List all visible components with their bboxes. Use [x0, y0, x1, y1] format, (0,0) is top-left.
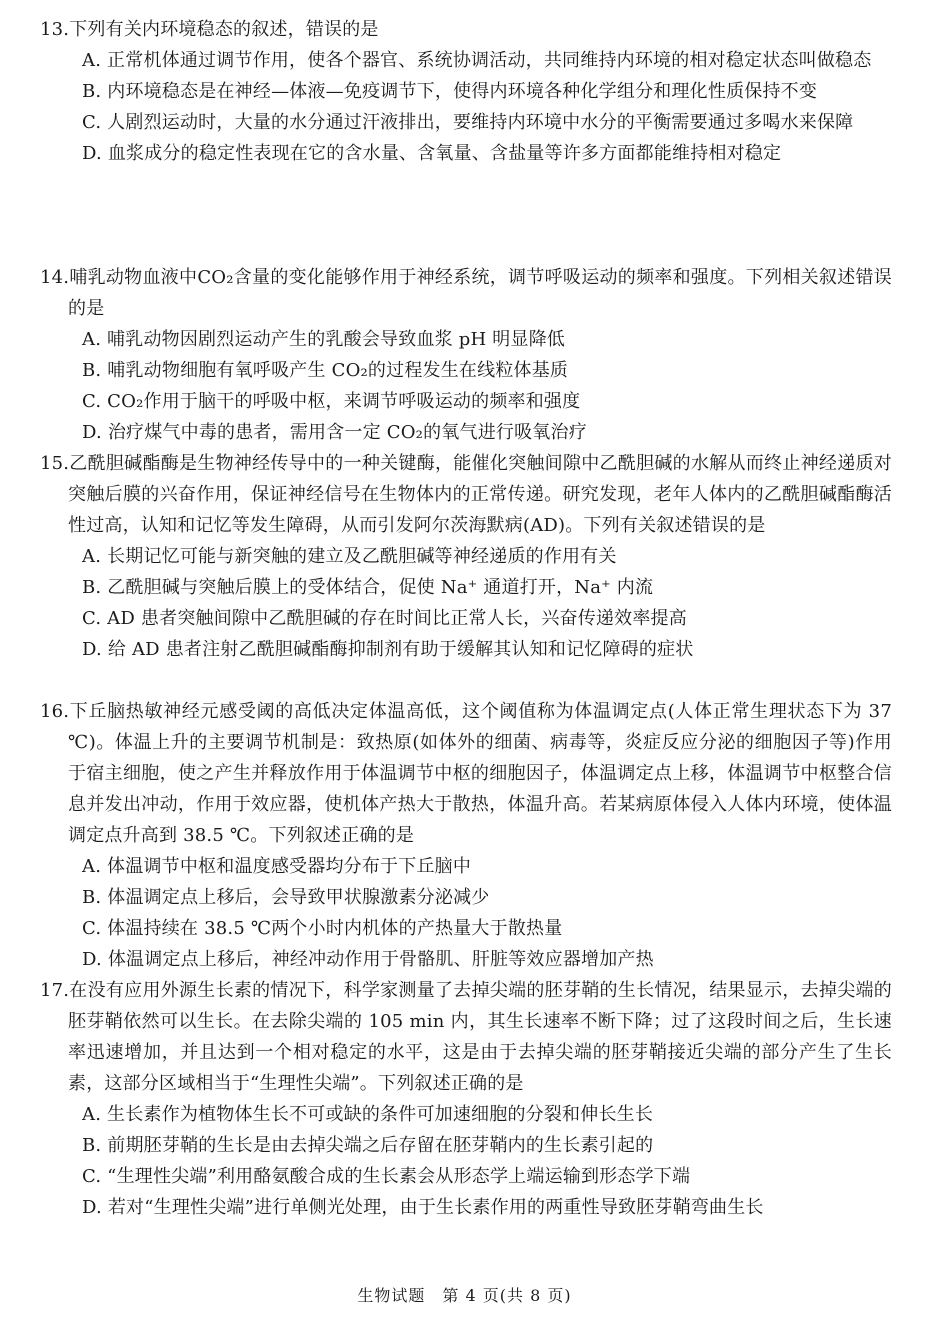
page-footer: 生物试题 第 4 页(共 8 页): [357, 1286, 572, 1305]
option-b: B. 前期胚芽鞘的生长是由去掉尖端之后存留在胚芽鞘内的生长素引起的: [82, 1135, 654, 1156]
option-b: B. 哺乳动物细胞有氧呼吸产生 CO₂的过程发生在线粒体基质: [82, 360, 569, 381]
option-a: A. 体温调节中枢和温度感受器均分布于下丘脑中: [82, 856, 472, 877]
option-d: D. 治疗煤气中毒的患者，需用含一定 CO₂的氧气进行吸氧治疗: [82, 422, 587, 443]
question-16: [40, 696, 892, 975]
question-14: [40, 262, 892, 448]
option-d: D. 体温调定点上移后，神经冲动作用于骨骼肌、肝脏等效应器增加产热: [82, 949, 654, 970]
question-15: [40, 448, 892, 665]
option-list: [40, 1099, 892, 1223]
option-d: D. 若对“生理性尖端”进行单侧光处理，由于生长素作用的两重性导致胚芽鞘弯曲生长: [82, 1197, 764, 1218]
option-a: A. 正常机体通过调节作用，使各个器官、系统协调活动，共同维持内环境的相对稳定状态叫做稳态: [82, 50, 872, 71]
question-stem: 13.下列有关内环境稳态的叙述，错误的是: [40, 19, 379, 40]
option-c: C. 体温持续在 38.5 ℃两个小时内机体的产热量大于散热量: [82, 918, 563, 939]
option-a: A. 生长素作为植物体生长不可或缺的条件可加速细胞的分裂和伸长生长: [82, 1104, 654, 1125]
option-c: C. 人剧烈运动时，大量的水分通过汗液排出，要维持内环境中水分的平衡需要通过多喝水来保障: [82, 112, 854, 133]
question-stem: 14.哺乳动物血液中CO₂含量的变化能够作用于神经系统，调节呼吸运动的频率和强度。下列相关叙述错误的是: [40, 267, 892, 319]
question-13: [40, 14, 892, 169]
option-a: A. 长期记忆可能与新突触的建立及乙酰胆碱等神经递质的作用有关: [82, 546, 617, 567]
question-stem: 15.乙酰胆碱酯酶是生物神经传导中的一种关键酶，能催化突触间隙中乙酰胆碱的水解从而终止神经递质对突触后膜的兴奋作用，保证神经信号在生物体内的正常传递。研究发现，老年人体内的乙酰胆碱酯酶活性过高，认知和记忆等发生障碍，从而引发阿尔茨海默病(AD)。下列有关叙述错误的是: [40, 453, 892, 536]
question-stem: 16.下丘脑热敏神经元感受阈的高低决定体温高低，这个阈值称为体温调定点(人体正常生理状态下为 37 ℃)。体温上升的主要调节机制是：致热原(如体外的细菌、病毒等，炎症反应分泌的细胞因子等)作用于宿主细胞，使之产生并释放作用于体温调节中枢的细胞因子，体温调定点上移，体温调节中枢整合信息并发出冲动，作用于效应器，使机体产热大于散热，体温升高。若某病原体侵入人体内环境，使体温调定点升高到 38.5 ℃。下列叙述正确的是: [40, 701, 892, 846]
question-stem: 17.在没有应用外源生长素的情况下，科学家测量了去掉尖端的胚芽鞘的生长情况，结果显示，去掉尖端的胚芽鞘依然可以生长。在去除尖端的 105 min 内，其生长速率不断下降；过了这段时间之后，生长速率迅速增加，并且达到一个相对稳定的水平，这是由于去掉尖端的胚芽鞘接近尖端的部分产生了生长素，这部分区域相当于“生理性尖端”。下列叙述正确的是: [40, 980, 892, 1094]
option-d: D. 给 AD 患者注射乙酰胆碱酯酶抑制剂有助于缓解其认知和记忆障碍的症状: [82, 639, 694, 660]
option-b: B. 乙酰胆碱与突触后膜上的受体结合，促使 Na⁺ 通道打开，Na⁺ 内流: [82, 577, 654, 598]
option-a: A. 哺乳动物因剧烈运动产生的乳酸会导致血浆 pH 明显降低: [82, 329, 566, 350]
option-b: B. 体温调定点上移后，会导致甲状腺激素分泌减少: [82, 887, 490, 908]
option-c: C. AD 患者突触间隙中乙酰胆碱的存在时间比正常人长，兴奋传递效率提高: [82, 608, 687, 629]
option-b: B. 内环境稳态是在神经—体液—免疫调节下，使得内环境各种化学组分和理化性质保持不变: [82, 81, 818, 102]
option-d: D. 血浆成分的稳定性表现在它的含水量、含氧量、含盐量等许多方面都能维持相对稳定: [82, 143, 782, 164]
option-list: [40, 324, 892, 448]
option-list: [40, 541, 892, 665]
option-c: C. “生理性尖端”利用酪氨酸合成的生长素会从形态学上端运输到形态学下端: [82, 1166, 691, 1187]
question-17: [40, 975, 892, 1223]
option-list: [40, 45, 892, 169]
option-c: C. CO₂作用于脑干的呼吸中枢，来调节呼吸运动的频率和强度: [82, 391, 581, 412]
option-list: [40, 851, 892, 975]
